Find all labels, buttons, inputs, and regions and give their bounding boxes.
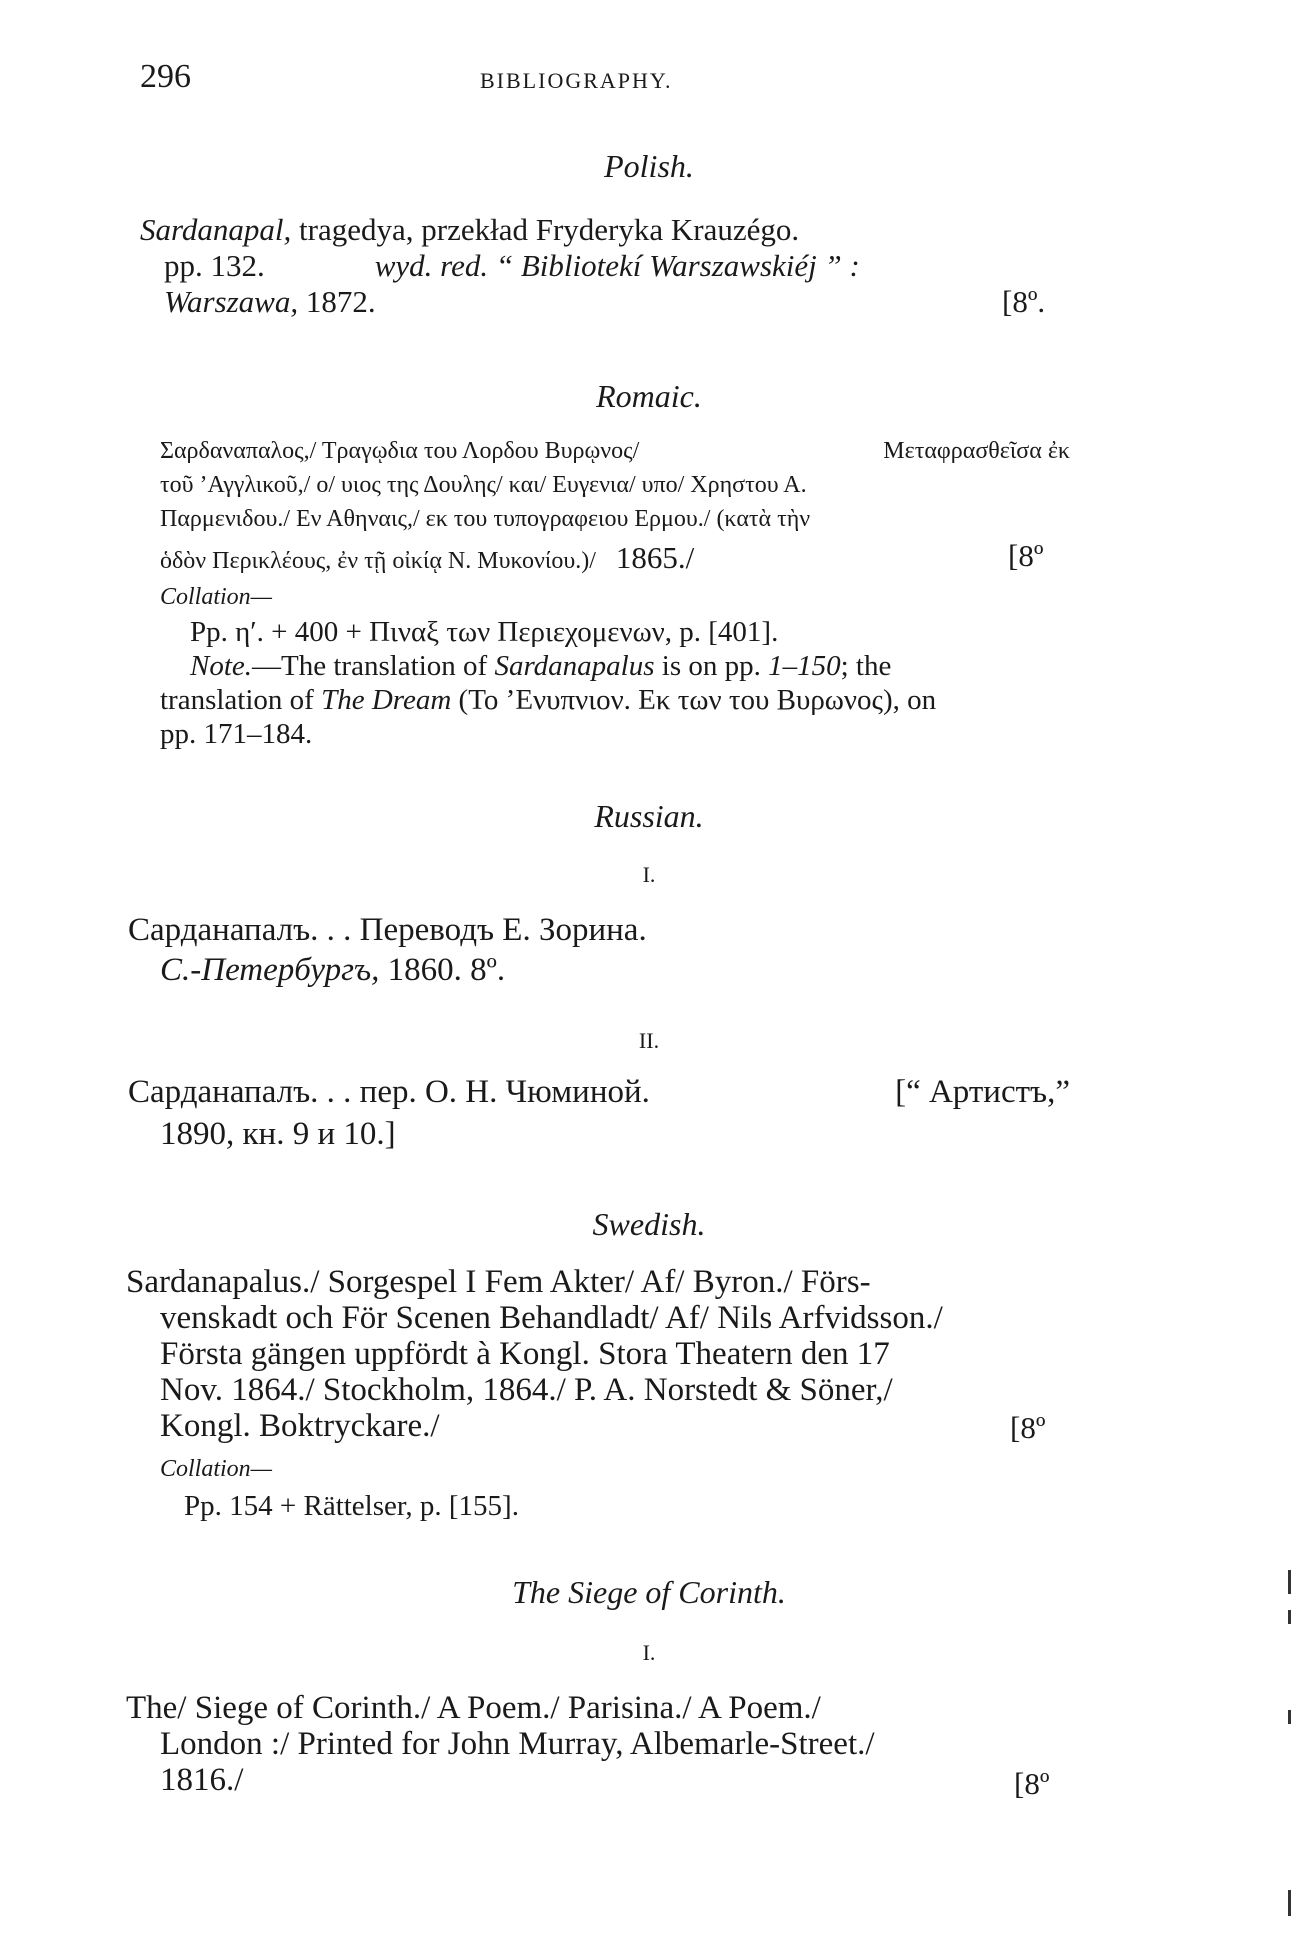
polish-city: Warszawa, [164,284,299,319]
siege-entry-line-3: 1816./ [160,1762,244,1798]
romaic-line1-a: Σαρδαναπαλος,/ Τραγῳδια του Λορδου Βυρῳνος/ [160,438,640,464]
romaic-entry-line-1 [160,438,1070,465]
russian-entry-number-1: I. [642,862,656,887]
romaic-collation: Pp. η′. + 400 + Πιναξ των Περιεχομενων, p. [401]. [190,616,779,648]
polish-publisher: wyd. red. “ Bibliotekí Warszawskiéj ” : [374,248,860,283]
polish-entry-line-1 [140,212,799,248]
russian-entry1-line-2 [160,952,505,989]
romaic-note-pages: 1–150 [768,650,841,682]
siege-entry-number-1: I. [642,1640,656,1665]
polish-pages: pp. 132. [164,248,265,283]
russian-entry1-city: С.-Петербургъ, [160,952,380,988]
romaic-note-line-3: pp. 171–184. [160,718,313,750]
romaic-note-label: Note. [190,650,253,682]
margin-artifact [1288,1710,1291,1724]
polish-year: 1872. [298,284,376,319]
section-heading-russian: Russian. [594,798,704,834]
margin-artifact [1288,1610,1291,1624]
swedish-collation-label: Collation— [160,1456,273,1482]
romaic-line1-b: Μεταφρασθεῖσα ἐκ [883,438,1070,464]
romaic-note2-a: translation of [160,684,322,716]
running-header [140,58,1080,98]
swedish-entry-line-1: Sardanapalus./ Sorgespel I Fem Akter/ Af/ Byron./ Förs- [126,1264,871,1300]
russian-entry2-line-2: 1890, кн. 9 и 10.] [160,1116,396,1152]
section-heading-siege-of-corinth: The Siege of Corinth. [512,1574,786,1610]
russian-entry-number-2: II. [638,1028,660,1053]
russian-entry1-line-1: Сарданапалъ. . . Переводъ Е. Зорина. [128,912,647,948]
siege-entry-line-1: The/ Siege of Corinth./ A Poem./ Parisina./ A Poem./ [126,1690,821,1726]
swedish-collation: Pp. 154 + Rättelser, p. [155]. [184,1490,519,1522]
swedish-entry-line-2: venskadt och För Scenen Behandladt/ Af/ Nils Arfvidsson./ [160,1300,943,1336]
margin-artifact [1288,1570,1291,1594]
section-heading-swedish: Swedish. [592,1206,706,1242]
swedish-entry-line-4: Nov. 1864./ Stockholm, 1864./ P. A. Norstedt & Söner,/ [160,1372,893,1408]
romaic-format: [8º [1008,538,1044,573]
siege-format: [8º [1014,1766,1050,1801]
romaic-note-b: is on pp. [654,650,769,682]
russian-entry2-line1-b: [“ Артистъ,” [895,1074,1070,1110]
swedish-entry-line-5: Kongl. Boktryckare./ [160,1408,440,1444]
running-title: BIBLIOGRAPHY. [480,68,673,93]
siege-entry-line-2: London :/ Printed for John Murray, Albemarle-Street./ [160,1726,875,1762]
polish-title: Sardanapal, [140,212,292,247]
romaic-line4-a: ὁδὸν Περικλέους, ἐν τῇ οἰκίᾳ Ν. Μυκονίου.)/ [160,548,596,574]
section-heading-polish: Polish. [604,148,694,184]
romaic-note-c: ; the [840,650,892,682]
polish-entry-line-2 [164,248,860,284]
romaic-note-a: —The translation of [252,650,495,682]
romaic-note-line-2 [160,684,936,717]
polish-format: [8º. [1002,284,1046,319]
swedish-entry-line-3: Första gängen uppfördt à Kongl. Stora Theatern den 17 [160,1336,890,1372]
russian-entry2-line-1 [128,1074,1070,1111]
romaic-note-title: Sardanapalus [494,650,655,682]
russian-entry2-line1-a: Сарданапалъ. . . пер. О. Н. Чюминой. [128,1074,650,1110]
polish-line1-rest: tragedya, przekład Fryderyka Krauzégo. [291,212,800,247]
margin-artifact [1288,1890,1291,1916]
russian-entry1-rest: 1860. 8º. [379,952,506,988]
romaic-entry-line-4 [160,540,694,576]
romaic-collation-label: Collation— [160,584,273,610]
romaic-entry-line-2: τοῦ ’Αγγλικοῦ,/ ο/ υιος της Δουλης/ και/ Ευγενια/ υπο/ Χρηστου Α. [160,472,807,498]
romaic-note2-title: The Dream [321,684,452,716]
romaic-note2-b: (Το ’Ενυπνιον. Εκ των του Βυρωνος), on [451,684,937,716]
page-number: 296 [140,58,191,95]
romaic-entry-line-3: Παρμενιδου./ Εν Αθηναις,/ εκ του τυπογραφειου Ερμου./ (κατὰ τὴν [160,506,811,532]
section-heading-romaic: Romaic. [596,378,702,414]
romaic-year: 1865./ [615,540,695,575]
polish-entry-line-3 [164,284,376,320]
swedish-format: [8º [1010,1410,1046,1445]
romaic-note-line-1 [190,650,891,683]
